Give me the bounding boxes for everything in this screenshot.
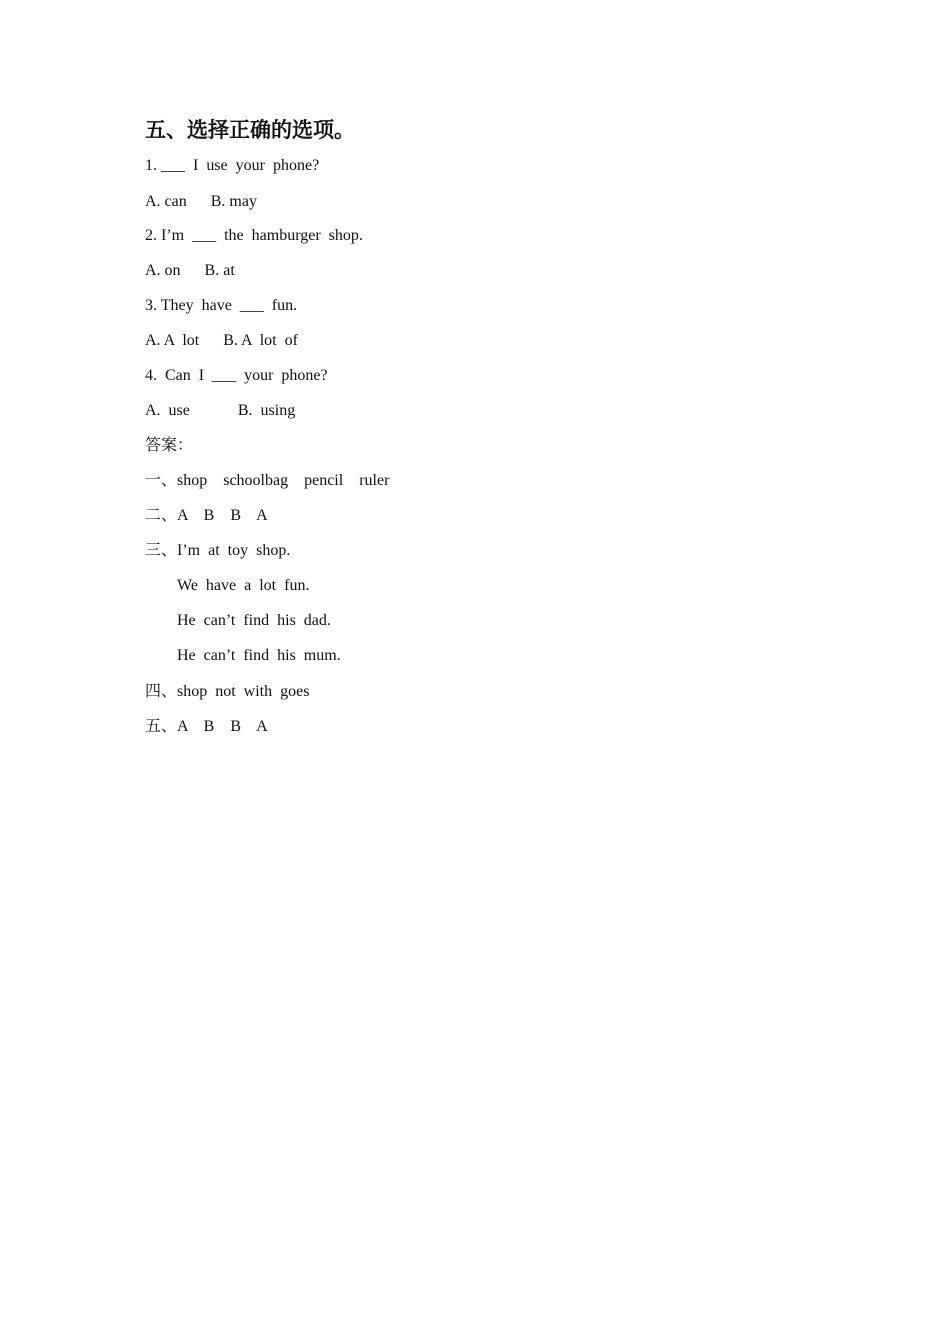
question-3-options: A. A lot B. A lot of: [145, 332, 298, 349]
question-4-stem: 4. Can I ___ your phone?: [145, 367, 328, 384]
answers-label: 答案：: [145, 437, 194, 454]
section-title: 五、选择正确的选项。: [145, 118, 355, 142]
answer-part-4: 四、shop not with goes: [145, 683, 310, 700]
question-2-stem: 2. I’m ___ the hamburger shop.: [145, 227, 363, 244]
question-4-options: A. use B. using: [145, 402, 296, 419]
answer-part-3-line-2: We have a lot fun.: [177, 577, 310, 594]
answer-part-3-line-3: He can’t find his dad.: [177, 612, 331, 629]
question-1-options: A. can B. may: [145, 193, 257, 210]
question-3-stem: 3. They have ___ fun.: [145, 297, 298, 314]
answer-part-2: 二、A B B A: [145, 507, 268, 524]
answer-part-1: 一、shop schoolbag pencil ruler: [145, 472, 390, 489]
answer-part-5: 五、A B B A: [145, 718, 268, 735]
answer-part-3: 三、I’m at toy shop.: [145, 542, 291, 559]
question-2-options: A. on B. at: [145, 262, 235, 279]
question-1-stem: 1. ___ I use your phone?: [145, 157, 320, 174]
answer-part-3-line-4: He can’t find his mum.: [177, 647, 341, 664]
